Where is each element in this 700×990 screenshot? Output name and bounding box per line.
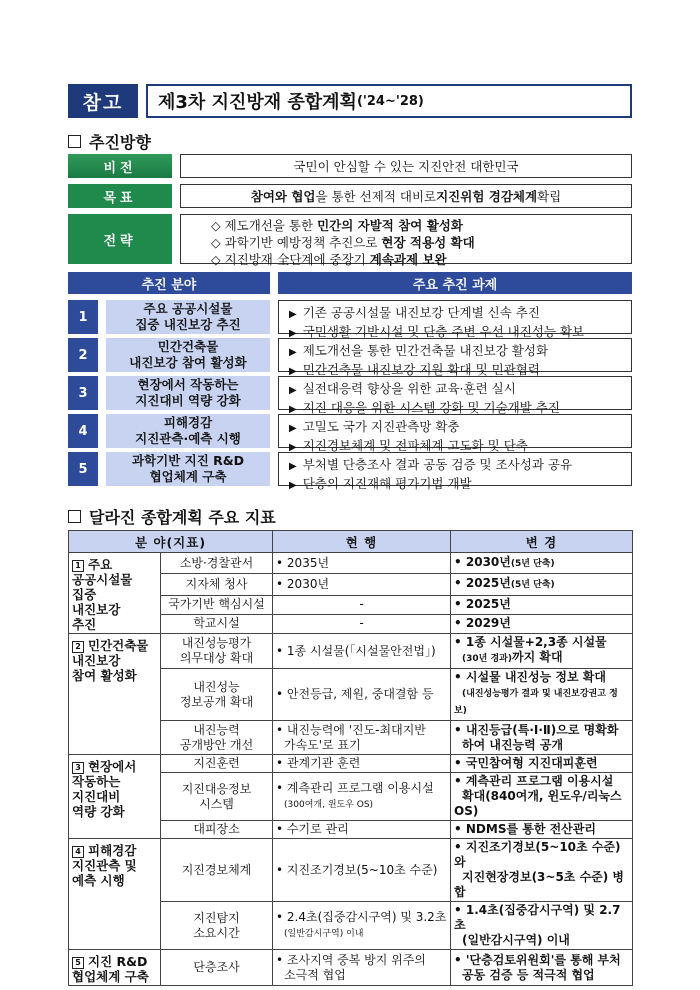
indicator-sub <box>161 773 273 821</box>
current-line: • 2.4초(집중감시구역) 및 3.2초 <box>276 910 446 924</box>
strategy-item: ◇ 제도개선을 통한 민간의 자발적 참여 활성화 <box>211 218 463 233</box>
goal-label: 목표 <box>68 184 172 208</box>
triangle-bullet-icon: ▶ <box>289 404 297 415</box>
change-line: 지진현장경보(3~5초 수준) 병합 <box>454 870 625 899</box>
table-row <box>69 755 633 773</box>
area-number: 5 <box>68 452 98 486</box>
indicator-change <box>451 902 633 950</box>
current-line: • 계측관리 프로그램 이용시설 <box>276 781 434 795</box>
current-line: • 지진조기경보(5~10초 수준) <box>276 863 437 877</box>
sub-line: 지진대응정보 <box>181 781 252 796</box>
change-line: 공동 검증 등 적극적 협업 <box>462 967 595 982</box>
area-field-line: 내진보강 참여 활성화 <box>129 355 247 370</box>
indicator-table <box>68 530 633 986</box>
area-field-line: 지진대비 역량 강화 <box>135 393 241 408</box>
indicator-sub <box>161 902 273 950</box>
section-heading-text: 추진방향 <box>89 132 151 152</box>
sub-line: 내진성능평가 <box>181 636 252 650</box>
change-note: (30년 경과) <box>462 654 512 664</box>
change-line: • 국민참여형 지진대피훈련 <box>454 756 598 770</box>
strategy-list <box>180 214 632 267</box>
triangle-bullet-icon: ▶ <box>289 480 297 491</box>
indicator-current <box>273 839 451 902</box>
task-text: 민간건축물 내진보강 지원 확대 및 민관협력 <box>302 362 540 377</box>
category-number-box: 2 <box>72 641 84 653</box>
category-line: 지진대비 <box>72 789 121 804</box>
category-line: 공공시설물 <box>72 572 133 587</box>
current-line: • 2035년 <box>276 556 329 570</box>
indicator-sub <box>161 950 273 986</box>
category-line: 협업체계 구축 <box>72 969 149 984</box>
indicator-change <box>451 721 633 755</box>
sub-line: 내진성능 <box>193 679 240 694</box>
indicator-current <box>273 614 451 633</box>
change-line: 하여 내진능력 공개 <box>462 737 564 752</box>
category-line: 참여 활성화 <box>72 668 137 683</box>
task-text: 단층의 지진재해 평가기법 개발 <box>302 476 472 491</box>
current-line: 가속도'로 표기 <box>284 737 361 752</box>
current-line: - <box>359 597 364 612</box>
current-line: • 내진능력에 '진도-최대지반 <box>276 723 426 737</box>
strategy-item: ◇ 지진방재 全단계에 중장기 계속과제 보완 <box>211 252 447 267</box>
strategy-item: ◇ 과학기반 예방정책 추진으로 현장 적용성 확대 <box>211 235 475 250</box>
section-heading-direction <box>68 130 151 152</box>
indicator-current <box>273 950 451 986</box>
area-number: 4 <box>68 414 98 448</box>
indicator-sub <box>161 574 273 595</box>
triangle-bullet-icon: ▶ <box>289 385 297 396</box>
sub-line: 소요시간 <box>193 925 240 940</box>
indicator-current <box>273 755 451 773</box>
category-line: 민간건축물 <box>88 638 149 653</box>
triangle-bullet-icon: ▶ <box>289 366 297 377</box>
col-current: 현 행 <box>273 531 451 553</box>
sub-line: 지진경보체계 <box>181 862 252 877</box>
change-line: • 2029년 <box>454 616 511 630</box>
sub-line: 학교시설 <box>193 616 240 631</box>
category-line: 지진관측 및 <box>72 858 137 873</box>
task-text: 기존 공공시설물 내진보강 단계별 신속 추진 <box>302 305 540 320</box>
indicator-change <box>451 574 633 595</box>
area-field-line: 협업체계 구축 <box>149 469 227 484</box>
vision-text: 국민이 안심할 수 있는 지진안전 대한민국 <box>180 154 632 178</box>
area-field-line: 현장에서 작동하는 <box>137 377 239 392</box>
task-item <box>289 342 631 361</box>
area-field-line: 과학기반 지진 R&D <box>131 453 245 468</box>
indicator-change <box>451 821 633 839</box>
indicator-current <box>273 902 451 950</box>
category-line: 작동하는 <box>72 774 121 789</box>
indicator-current <box>273 669 451 721</box>
indicator-sub <box>161 755 273 773</box>
goal-bold-2: 지진위험 경감체계 <box>436 189 538 204</box>
indicator-category <box>69 839 161 950</box>
col-area: 분 야(지표) <box>69 531 273 553</box>
sub-line: 의무대상 확대 <box>179 651 254 665</box>
change-note: (내진성능평가 결과 및 내진보강권고 정보) <box>454 689 618 716</box>
triangle-bullet-icon: ▶ <box>289 328 297 339</box>
area-field-line: 피해경감 <box>163 415 213 430</box>
area-field-line: 지진관측·예측 시행 <box>135 431 241 446</box>
category-line: 추진 <box>72 617 97 632</box>
goal-text <box>180 184 632 208</box>
indicator-change <box>451 839 633 902</box>
checkbox-square-icon <box>68 135 81 148</box>
change-tail: 까지 확대 <box>511 650 563 664</box>
task-item <box>289 418 631 437</box>
task-text: 실전대응력 향상을 위한 교육·훈련 실시 <box>302 381 516 396</box>
indicator-current <box>273 773 451 821</box>
change-line: • 2030년 <box>454 555 511 569</box>
sub-line: 단층조사 <box>193 960 240 974</box>
current-line: • 1종 시설물(「시설물안전법」) <box>276 644 436 658</box>
area-number: 3 <box>68 376 98 410</box>
sub-line: 시스템 <box>199 796 234 811</box>
page-title <box>146 84 632 118</box>
indicator-change <box>451 773 633 821</box>
task-text: 지진경보체계 및 전파체계 고도화 및 단축 <box>302 438 528 453</box>
category-line: 현장에서 <box>88 759 137 774</box>
category-line: 집중 <box>72 587 97 602</box>
section-heading-text: 달라진 종합계획 주요 지표 <box>89 507 276 527</box>
table-row <box>69 553 633 574</box>
category-line: 내진보강 <box>72 602 121 617</box>
area-field <box>106 414 270 448</box>
indicator-change <box>451 634 633 669</box>
task-text: 부처별 단층조사 결과 공동 검증 및 조사성과 공유 <box>302 457 573 472</box>
category-line: 내진보강 <box>72 653 121 668</box>
goal-bold-1: 참여와 협업 <box>250 189 316 204</box>
sub-line: 대피장소 <box>193 822 240 836</box>
indicator-current <box>273 721 451 755</box>
area-number: 2 <box>68 338 98 372</box>
change-line: • 지진조기경보(5~10초 수준)와 <box>454 840 620 869</box>
indicator-category <box>69 553 161 634</box>
sub-line: 국가기반 핵심시설 <box>168 597 265 612</box>
indicator-change <box>451 755 633 773</box>
indicator-category <box>69 634 161 755</box>
sub-line: 공개방안 개선 <box>179 737 254 752</box>
sub-line: 지진탐지 <box>193 910 240 925</box>
change-line: • 시설물 내진성능 정보 확대 <box>454 670 606 684</box>
area-number: 1 <box>68 300 98 334</box>
task-item <box>289 475 631 494</box>
vision-label: 비전 <box>68 154 172 178</box>
indicator-current <box>273 634 451 669</box>
area-tasks <box>278 452 632 491</box>
triangle-bullet-icon: ▶ <box>289 461 297 472</box>
current-line: • 안전등급, 제원, 중대결함 등 <box>276 687 434 701</box>
task-text: 제도개선을 통한 민간건축물 내진보강 활성화 <box>302 343 549 358</box>
area-field <box>106 376 270 410</box>
section-heading-indicators <box>68 505 276 527</box>
indicator-current <box>273 821 451 839</box>
current-line: - <box>359 616 364 631</box>
sub-line: 지진훈련 <box>193 756 240 770</box>
task-text: 지진 대응을 위한 시스템 강화 및 기술개발 추진 <box>302 400 560 415</box>
area-field-line: 집중 내진보강 추진 <box>135 317 241 332</box>
triangle-bullet-icon: ▶ <box>289 347 297 358</box>
category-line: 주요 <box>88 557 113 572</box>
change-note: (5년 단축) <box>510 579 555 590</box>
category-line: 피해경감 <box>88 843 137 858</box>
current-line: (일반감시구역) 이내 <box>284 928 364 939</box>
task-text: 고밀도 국가 지진관측망 확충 <box>302 419 460 434</box>
change-line: • NDMS를 통한 전산관리 <box>454 822 596 836</box>
sub-line: 정보공개 확대 <box>179 694 254 709</box>
col-change: 변 경 <box>451 531 633 553</box>
area-field <box>106 338 270 372</box>
area-tasks <box>278 414 632 453</box>
area-tasks <box>278 376 632 415</box>
indicator-sub <box>161 669 273 721</box>
header-tasks: 주요 추진 과제 <box>278 272 632 294</box>
title-main: 제3차 지진방재 종합계획 <box>158 92 357 113</box>
table-row <box>69 950 633 986</box>
category-number-box: 3 <box>72 762 84 774</box>
area-field <box>106 300 270 334</box>
table-row <box>69 839 633 902</box>
goal-plain-1: 을 통한 선제적 대비로 <box>315 189 437 204</box>
sub-line: 지자체 청사 <box>185 576 248 591</box>
area-tasks <box>278 338 632 377</box>
indicator-sub <box>161 595 273 614</box>
change-line: • 내진등급(특·Ⅰ·Ⅱ)으로 명확화 <box>454 723 618 737</box>
indicator-change <box>451 614 633 633</box>
sub-line: 소방·경찰관서 <box>179 555 254 570</box>
indicator-sub <box>161 721 273 755</box>
indicator-current <box>273 553 451 574</box>
indicator-sub <box>161 839 273 902</box>
current-line: • 2030년 <box>276 577 329 591</box>
title-period: ('24~'28) <box>356 93 424 109</box>
change-line: • 2025년 <box>454 597 511 611</box>
change-line: • 계측관리 프로그램 이용시설 <box>454 774 613 788</box>
category-number-box: 1 <box>72 560 84 572</box>
category-line: 지진 R&D <box>88 954 148 969</box>
change-note: (5년 단축) <box>510 558 555 569</box>
area-tasks <box>278 300 632 339</box>
change-line: • 1종 시설물+2,3종 시설물 <box>454 635 607 649</box>
task-item <box>289 456 631 475</box>
area-field-line: 주요 공공시설물 <box>143 301 233 316</box>
current-line: 소극적 협업 <box>284 967 346 982</box>
indicator-current <box>273 574 451 595</box>
indicator-change <box>451 553 633 574</box>
table-row <box>69 634 633 669</box>
goal-plain-2: 확립 <box>537 189 562 204</box>
area-field <box>106 452 270 486</box>
category-number-box: 5 <box>72 957 84 969</box>
change-line: 확대(840여개, 윈도우/리눅스 OS) <box>454 789 622 818</box>
checkbox-square-icon <box>68 510 81 523</box>
current-line: • 관계기관 훈련 <box>276 756 360 770</box>
indicator-sub <box>161 614 273 633</box>
triangle-bullet-icon: ▶ <box>289 423 297 434</box>
area-field-line: 민간건축물 <box>157 339 219 354</box>
indicator-category <box>69 950 161 986</box>
category-number-box: 4 <box>72 846 84 858</box>
sub-line: 내진능력 <box>193 722 240 737</box>
indicator-category <box>69 755 161 839</box>
indicator-change <box>451 950 633 986</box>
task-item <box>289 380 631 399</box>
change-line: • 2025년 <box>454 576 511 590</box>
indicator-sub <box>161 821 273 839</box>
strategy-label: 전략 <box>68 214 172 264</box>
change-line: • 1.4초(집중감시구역) 및 2.7초 <box>454 903 620 932</box>
change-line: (일반감시구역) 이내 <box>462 933 570 947</box>
change-line: • '단층검토위원회'를 통해 부처 <box>454 953 621 967</box>
indicator-change <box>451 595 633 614</box>
indicator-sub <box>161 553 273 574</box>
current-line: • 조사지역 중복 방지 위주의 <box>276 953 426 967</box>
category-line: 역량 강화 <box>72 804 125 819</box>
indicator-current <box>273 595 451 614</box>
triangle-bullet-icon: ▶ <box>289 309 297 320</box>
task-text: 국민생활 기반시설 및 단층 주변 우선 내진성능 확보 <box>302 324 585 339</box>
current-line: • 수기로 관리 <box>276 822 349 836</box>
current-line: (300여개, 윈도우 OS) <box>284 799 374 810</box>
triangle-bullet-icon: ▶ <box>289 442 297 453</box>
task-item <box>289 304 631 323</box>
indicator-change <box>451 669 633 721</box>
indicator-sub <box>161 634 273 669</box>
reference-tag: 참고 <box>68 84 138 118</box>
category-line: 예측 시행 <box>72 873 125 888</box>
header-field: 추진 분야 <box>68 272 270 294</box>
